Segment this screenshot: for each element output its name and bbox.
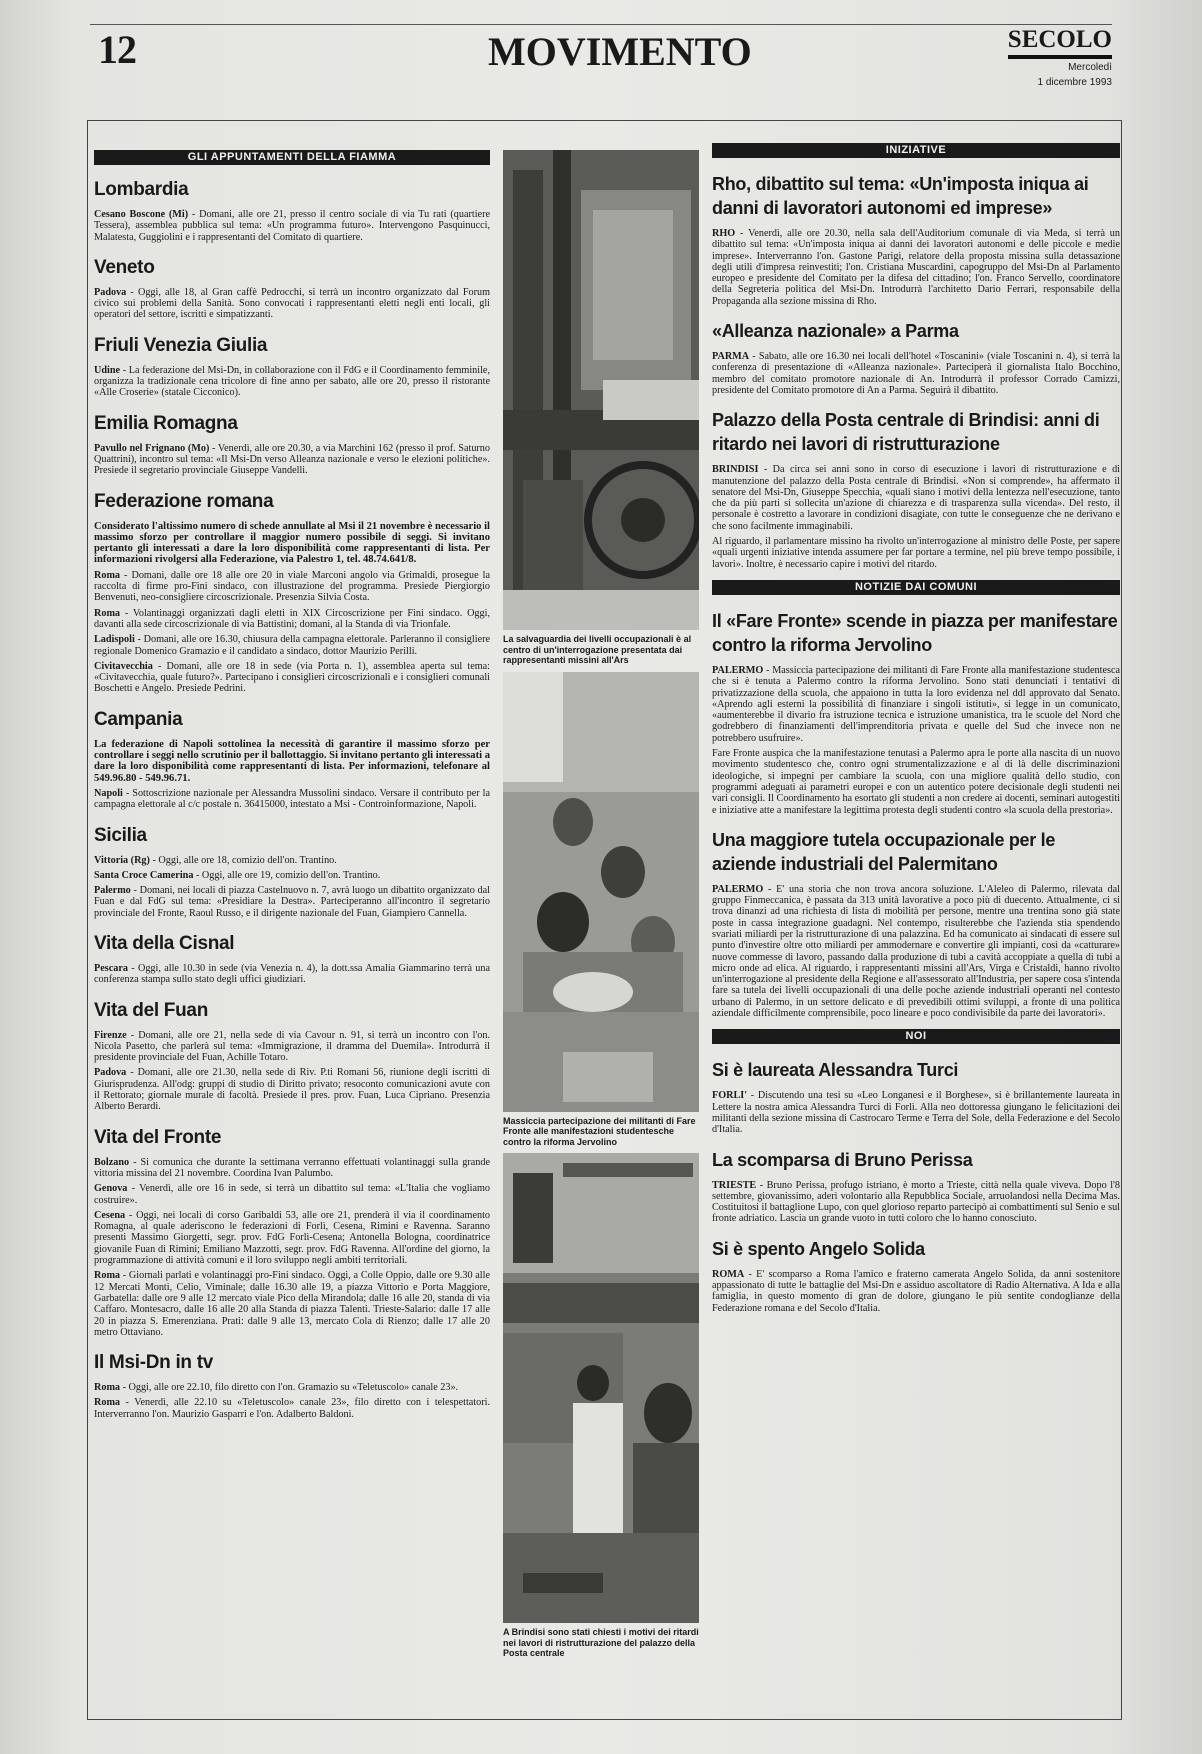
lead-place: Palermo [94,885,131,897]
banner-noi: NOI [712,1029,1120,1044]
lead-place: Ladispoli [94,634,135,646]
para-text: - Oggi, alle ore 22.10, filo diretto con l'on. Gramazio su «Teletuscolo» canale 23». [120,1382,459,1394]
notice-paragraph [94,634,490,657]
masthead-date: 1 dicembre 1993 [1037,77,1112,88]
para-text: Al riguardo, il parlamentare missino ha rivolto un'interrogazione al ministro delle Poste, per sapere «quali urgenti iniziative intenda assumere per far portare a termine, nel più breve tempo possibile, i lavori». Inoltre, è necessario capire i motivi del ritardo. [712,536,1120,570]
lead-place: Civitavecchia [94,660,153,672]
notice-paragraph [94,963,490,986]
region-heading-campania: Campania [94,708,183,730]
notice-paragraph [94,1157,490,1180]
photo-caption-1: La salvaguardia dei livelli occupazionali è al centro di un'interrogazione presentata dai rappresentanti missini all'Ars [503,634,692,665]
notice-paragraph [94,365,490,399]
notice-paragraph [94,739,490,784]
lead-place: Padova [94,1067,127,1079]
article-headline: Rho, dibattito sul tema: «Un'imposta iniqua ai danni di lavoratori autonomi ed imprese» [712,174,1089,218]
article-headline: «Alleanza nazionale» a Parma [712,321,959,342]
notice-paragraph [94,1030,490,1064]
notice-paragraph [94,885,490,919]
region-heading-vita-del-fronte: Vita del Fronte [94,1126,222,1148]
para-text: - Oggi, alle 10.30 in sede (via Venezia n. 4), la dott.ssa Amalia Giammarino terrà una conferenza stampa sullo stato degli uffici giudiziari. [94,962,490,986]
article-headline: La scomparsa di Bruno Perissa [712,1149,973,1170]
para-text: - E' scomparso a Roma l'amico e fraterno camerata Angelo Solida, da anni sostenitore appassionato di tutte le battaglie del Msi-Dn e assiduo ascoltatore di Radio Alternativa. A Ida e alla famiglia, in questo momento di gran de dolore, giungano le più sentite condoglianze della Federazione romana e del Secolo d'Italia. [712,1268,1120,1314]
article-paragraph [712,665,1120,744]
lead-place: Roma [94,569,121,581]
region-heading-sicilia: Sicilia [94,824,147,846]
para-text: - Domani, alle ore 21.30, nella sede di Riv. P.ti Romani 56, riunione degli iscritti di Giurisprudenza. All'odg: gruppi di studio di Diritto privato; resoconto comunicazioni avute con il Rettorato; giornale murale di facoltà. Presiede il pres. prov. Fuan, Luca Cipriano. Presenzia Alberto Berardi. [94,1067,490,1113]
notice-paragraph [94,1210,490,1266]
bold-notice: Considerato l'altissimo numero di schede annullate al Msi il 21 novembre è necessario il massimo sforzo per controllare il maggior numero possibile di seggi. Si invitano pertanto gli interessati a dare la loro disponibilità come rappresentanti di lista. Per informazioni rivolgersi alla Federazione, via Palestro 1, tel. 48.74.641/8. [94,520,490,566]
lead-place: Pavullo nel Frignano (Mo) [94,442,210,454]
article-headline: Il «Fare Fronte» scende in piazza per manifestare contro la riforma Jervolino [712,610,1118,655]
notice-paragraph [94,1183,490,1206]
lead-place: Udine [94,364,121,376]
photo-caption-2: Massiccia partecipazione dei militanti di Fare Fronte alle manifestazioni studentesche contro la riforma Jervolino [503,1115,696,1147]
article-paragraph [712,1090,1120,1135]
notice-paragraph [94,855,490,866]
para-text: - Sottoscrizione nazionale per Alessandra Mussolini sindaco. Versare il contributo per la campagna elettorale al c/c postale n. 36415000, intestato a Msi - Controinformazione, Napoli. [94,787,490,811]
notice-paragraph [94,870,490,881]
left-banner: GLI APPUNTAMENTI DELLA FIAMMA [94,150,490,165]
notice-paragraph [94,788,490,811]
masthead-brand: SECOLO [1008,26,1112,59]
para-text: - Venerdì, alle ore 16 in sede, si terrà un dibattito sul tema: «L'Italia che vogliamo costruire». [94,1183,490,1206]
lead-place: Roma [94,607,121,619]
lead-place: Genova [94,1183,128,1195]
para-text: - Venerdì, alle 22.10 su «Teletuscolo» canale 23», filo diretto con i telespettatori. Interverranno l'on. Maurizio Gasparri e l'on. Adalberto Baldoni. [94,1397,490,1420]
para-text: - Sabato, alle ore 16.30 nei locali dell'hotel «Toscanini» (viale Toscanini n. 4), si terrà la conferenza di presentazione di «Alleanza nazionale». Parteciperà il giornalista Italo Bocchino, membro del comitato promotore nazionale di An. Introdurrà il professor Corrado Camizzi, presidente del Comitato promotore di An a Parma. Seguirà il dibattito. [712,351,1120,396]
para-text: - Domani, dalle ore 18 alle ore 20 in viale Marconi angolo via Grimaldi, prosegue la raccolta di firme pro-Fini sindaco, con illustrazione del programma. Presiede Piergiorgio Benvenuti, neo-consigliere circoscrizionale. Presenzia Silvia Costa. [94,569,490,604]
lead-place: Santa Croce Camerina [94,869,194,881]
region-heading-veneto: Veneto [94,256,155,278]
bold-notice: La federazione di Napoli sottolinea la necessità di garantire il massimo sforzo per controllare i seggi nello scrutinio per il ballottaggio. Si invitano pertanto gli interessati a dare la loro disponibilità come rappresentanti di lista. Per informazioni, telefonare al 549.96.80 - 549.96.71. [94,738,490,784]
photo-post-office [503,1153,699,1623]
para-text: - Bruno Perissa, profugo istriano, è morto a Trieste, città nella quale viveva. Dopo l'8 settembre, giovanissimo, aderì volontario alla Repubblica Sociale, arruolandosi nella Decima Mas. Costituitosi il battaglione Lupo, con quel glorioso reparto partecipò ai combattimenti sul Senio e sul fronte adriatico. Lascia un grande vuoto in tutti coloro che lo hanno conosciuto. [712,1179,1120,1225]
region-heading-vita-del-fuan: Vita del Fuan [94,999,208,1021]
photo-students-image [503,672,699,1112]
lead-place: Bolzano [94,1156,130,1168]
notice-paragraph [94,209,490,243]
lead-place: Vittoria (Rg) [94,854,150,866]
photo-industrial-image [503,150,699,630]
banner-iniziative: INIZIATIVE [712,143,1120,158]
para-text: - Venerdì, alle ore 20.30, a via Marchini 162 (presso il prof. Saturno Quattrini), incontro sul tema: «Il Msi-Dn verso Alleanza nazionale e verso le elezioni politiche». Presiede il segretario provinciale Giuseppe Vandelli. [94,442,490,477]
article-headline: Una maggiore tutela occupazionale per le aziende industriali del Palermitano [712,829,1056,874]
region-heading-federazione-romana: Federazione romana [94,490,274,512]
lead-place: Firenze [94,1029,127,1041]
lead-place: BRINDISI [712,464,759,476]
notice-paragraph [94,1382,490,1393]
notice-paragraph [94,521,490,566]
article-paragraph [712,536,1120,570]
para-text: - Domani, alle ore 16.30, chiusura della campagna elettorale. Parleranno il consigliere regionale Domenico Gramazio e il candidato a sindaco, dottor Maurizio Perilli. [94,634,490,657]
photo-column [503,150,699,1665]
para-text: - Oggi, alle 18, al Gran caffè Pedrocchi, si terrà un incontro organizzato dal Forum civico sui problemi della Sanità. Sono convocati i rappresentanti eletti negli enti locali, gli operatori del settore, iscritti e simpatizzanti. [94,286,490,321]
notice-paragraph [94,661,490,695]
photo-post-office-image [503,1153,699,1623]
para-text: - Domani, nei locali di piazza Castelnuovo n. 7, avrà luogo un dibattito organizzato dal Fuan e dal FdG sul tema: «Presidiare la Destra». Parteciperanno all'incontro il segretario provinciale del Fronte, Raoul Russo, e il dirigente nazionale del Fuan, Giampiero Cannella. [94,885,490,919]
para-text: - Oggi, alle ore 19, comizio dell'on. Trantino. [193,869,381,881]
article-headline: Si è laureata Alessandra Turci [712,1060,959,1081]
para-text: - Domani, alle ore 18 in sede (via Porta n. 1), assemblea aperta sul tema: «Civitavecchia, quale futuro?». Partecipano i consiglieri circoscrizionali e i consiglieri comunali Boschetti e Angelo. Presiede Pedrini. [94,660,490,695]
para-text: - Oggi, nei locali di corso Garibaldi 53, alle ore 21, prenderà il via il coordinamento Romagna, al quale aderiscono le federazioni di Forlì, Cesena, Rimini e Ravenna. Saranno presenti Massimo Giorgetti, segr. prov. FdG Forlì-Cesena; Antonella Bologna, coordinatrice giovanile Fuan di Rimini; Emiliano Mazzotti, segr. prov. FdG Ravenna. All'ordine del giorno, la programmazione di attività comuni e il loro sviluppo negli ambiti territoriali. [94,1209,490,1267]
banner-notizie-dai-comuni: NOTIZIE DAI COMUNI [712,580,1120,595]
page-number: 12 [98,27,136,72]
lead-place: Roma [94,1397,121,1409]
para-text: - E' una storia che non trova ancora soluzione. L'Aleleo di Palermo, rilevata dal gruppo Finmeccanica, è passata da 313 unità lavorative a poco più di duecento. Attualmente, ci si trova dinanzi ad una richiesta di lista di mobilità per persone, mentre una trentina sono già state poste in cassa integrazione guadagni. Nel contempo, risulterebbe che l'azienda stia spendendo svariati miliardi per la ristrutturazione di una palazzina. Ed ha comunicato ai sindacati di essere sul punto d'investire oltre otto miliardi per ammodernare e convertire gli impianti, così da «catturare» nuove commesse di lavoro, passando dalla produzione di tubi a cavità accoppiate a quella di tubi a micro onde ad elica. Al riguardo, i rappresentanti missini all'Ars, Virga e Cristaldi, hanno rivolto un'interrogazione al presidente della Regione e all'assessorato all'Industria, per sapere cosa s'intenda fare sa tutela dei livelli occupazionali di una delle poche aziende industriali operanti nel contesto urbano di Palermo, in un settore delicato e di prevedibili ottimi sviluppi, a fronte di una politica aziendale difficilmente comprensibile, poco lineare e poco condivisibile da parte dei lavoratori». [712,883,1120,1020]
lead-place: Roma [94,1382,121,1394]
region-heading-friuli-venezia-giulia: Friuli Venezia Giulia [94,334,268,356]
region-heading-vita-della-cisnal: Vita della Cisnal [94,932,235,954]
lead-place: FORLI' [712,1090,748,1102]
para-text: - Domani, alle ore 21, presso il centro sociale di via Tu rati (quartiere Tessera), assemblea pubblica sul tema: «Un programma futuro». Intervengono Pasquinucci, Malatesta, Guggiolini e i rappresentanti del Comitato di quartiere. [94,209,490,243]
article-paragraph [712,464,1120,532]
lead-place: Roma [94,1270,121,1282]
para-text: - La federazione del Msi-Dn, in collaborazione con il FdG e il Coordinamento femminile, organizza la tradizionale cena tricolore di fine anno per sabato, alle ore 20, presso il ristorante «Alle Croserie» (statale Cicconico). [94,364,490,399]
para-text: - Discutendo una tesi su «Leo Longanesi e il Borghese», si è brillantemente laureata in Lettere la nostra amica Alessandra Turci di Forlì. Alla neo dottoressa giungano le felicitazioni dei militanti della sezione missina di Castrocaro Terme e Terra del Sole, della Federazione e del Secolo d'Italia. [712,1090,1120,1136]
article-paragraph [712,884,1120,1020]
para-text: - Massiccia partecipazione dei militanti di Fare Fronte alla manifestazione studentesca che si è tenuta a Palermo contro la riforma Jervolino. Sono stati denunciati i tentativi di privatizzazione della scuola, che appaiono in tutta la loro evidenza nel ddl approvato dal Senato. «Aprendo agli esterni la possibilità di finanziare i singoli istituti», si legge in un comunicato, «aumenterebbe il divario fra istruzione tecnica e istruzione umanistica, tra le scuole del Nord che godrebbero di finanziamenti dell'imprenditoria privata e quelle del Sud che invece non ne potrebbero usufruire». [712,664,1120,744]
para-text: - Si comunica che durante la settimana verranno effettuati volantinaggi sulla grande vittoria missina del 21 novembre. Coordina Ivan Palumbo. [94,1156,490,1179]
masthead [1008,26,1112,89]
section-title: MOVIMENTO [488,29,752,74]
article-paragraph [712,1269,1120,1314]
region-heading-lombardia: Lombardia [94,179,189,200]
article-paragraph [712,748,1120,816]
article-paragraph [712,228,1120,307]
article-headline: Si è spento Angelo Solida [712,1238,925,1259]
region-heading-emilia-romagna: Emilia Romagna [94,412,238,434]
lead-place: Cesena [94,1209,126,1221]
region-heading-il-msi-dn-in-tv: Il Msi-Dn in tv [94,1352,214,1374]
left-column [94,150,490,1424]
lead-place: PALERMO [712,664,764,676]
lead-place: PARMA [712,351,750,363]
header-rule [90,24,1112,25]
lead-place: Pescara [94,962,128,974]
lead-place: Napoli [94,787,123,799]
notice-paragraph [94,570,490,604]
para-text: - Oggi, alle ore 18, comizio dell'on. Trantino. [149,854,337,866]
photo-students [503,672,699,1112]
notice-paragraph [94,1397,490,1420]
photo-industrial [503,150,699,630]
notice-paragraph [94,1270,490,1338]
notice-paragraph [94,287,490,321]
lead-place: PALERMO [712,883,764,895]
lead-place: Cesano Boscone (Mi) [94,209,189,220]
notice-paragraph [94,443,490,477]
lead-place: Padova [94,286,127,298]
lead-place: TRIESTE [712,1179,757,1191]
para-text: Fare Fronte auspica che la manifestazione tenutasi a Palermo apra le porte alla nascita di un nuovo movimento studentesco che, contro ogni strumentalizzazione e al di là delle discriminazioni ideologiche, si impegni per cambiare la scuola, con una migliore qualità dello studio, con programmi adeguati ai parametri europei e con un autentico potere decisionale degli studenti nei vari consigli. Il Coordinamento ha esortato gli studenti a non credere ai docenti, seminari autogestiti e iniziative atte a manifestare la legittima protesta degli studenti contro «la scuola della prestoria». [712,748,1120,816]
para-text: - Domani, alle ore 21, nella sede di via Cavour n. 91, si terrà un incontro con l'on. Nicola Pasetto, che parlerà sul tema: «Immigrazione, il dramma del Duemila». Introdurrà il presidente provinciale del Fuan, Achille Totaro. [94,1029,490,1064]
article-paragraph [712,351,1120,396]
notice-paragraph [94,608,490,631]
photo-caption-3: A Brindisi sono stati chiesti i motivi dei ritardi nei lavori di ristrutturazione del palazzo della Posta centrale [503,1627,699,1658]
lead-place: ROMA [712,1268,745,1280]
article-headline: Palazzo della Posta centrale di Brindisi: anni di ritardo nei lavori di ristrutturazione [712,410,1100,455]
notice-paragraph [94,1067,490,1112]
page-header [0,0,1202,110]
lead-place: RHO [712,228,736,239]
para-text: - Venerdì, alle ore 20.30, nella sala dell'Auditorium comunale di via Meda, si terrà un dibattito sul tema: «Un'imposta iniqua ai danni dei lavoratori autonomi e delle piccole e medie imprese». Interverranno l'on. Gastone Parigi, relatore della proposta missina sulla detassazione degli utili d'impresa reinvestiti; l'on. Cristiana Muscardini, capogruppo del Msi-Dn al Parlamento europeo e presidente del Comitato per la difesa del cittadino; l'on. Franco Servello, coordinatore della Segreteria politica del Msi-Dn. Introdurrà l'architetto Dario Ferrari, responsabile della Propaganda alla sezione missina di Rho. [712,228,1120,307]
article-paragraph [712,1180,1120,1225]
para-text: - Da circa sei anni sono in corso di esecuzione i lavori di ristrutturazione e di manutenzione del palazzo della Posta centrale di Brindisi. «Non si comprende», ha affermato il senatore del Msi-Dn, Giuseppe Specchia, «quali siano i motivi della lentezza nell'esecuzione, tanto che da più parti si sollecita un'azione di chiarezza e di trasparenza sulla vicenda». Del resto, il personale è costretto a lavorare in condizioni disagiate, con tutte le conseguenze che ne derivano e che sono facilmente immaginabili. [712,464,1120,532]
masthead-day: Mercoledì [1068,62,1112,73]
para-text: - Giornali parlati e volantinaggi pro-Fini sindaco. Oggi, a Colle Oppio, dalle ore 9.30 alle 12 Mercati Monti, Celio, Viminale; dalle 16.30 alle 19, a piazza Vittorio e Porta Maggiore, Garbatella: dalle ore 9 alle 12 mercato viale Pico della Mirandola; dalle 16 alle 20, standa di via Caffaro. Montesacro, dalle 16 alle 20 alla Standa di piazza Talenti. Trieste-Salario: dalle 17 alle 20 in piazza S. Emerenziana. Prati: dalle 9 alle 13, mercato Cola di Rienzo; dalle 17 alle 20 metro Ottaviano. [94,1270,490,1338]
right-column [712,143,1120,1318]
para-text: - Volantinaggi organizzati dagli eletti in XIX Circoscrizione per Fini sindaco. Oggi, davanti alla sede circoscrizionale di via Battistini; domani, al la Standa di via Trionfale. [94,607,490,630]
